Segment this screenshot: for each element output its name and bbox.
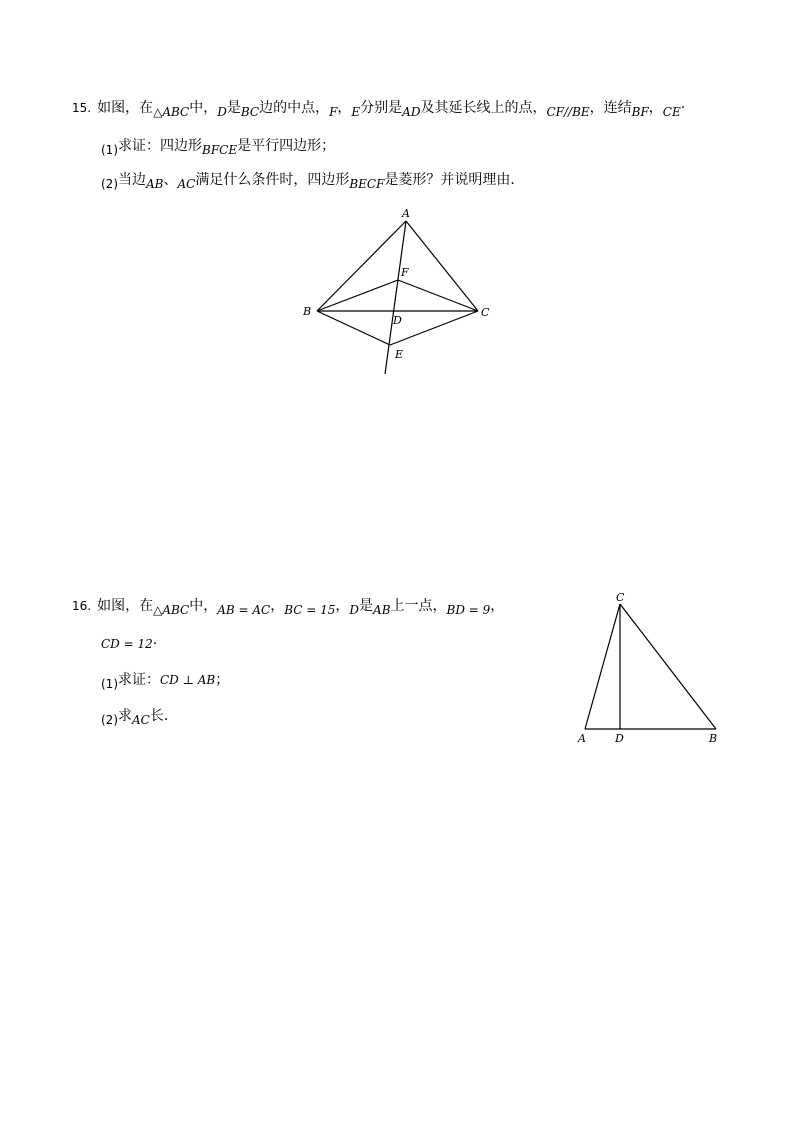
p15-label-b: B (303, 305, 312, 318)
p16-number: 16. (72, 599, 92, 613)
p16-label-c: C (616, 591, 625, 604)
p15-label-f: F (401, 266, 409, 279)
p15-label-e: E (395, 348, 404, 361)
p16-label-d: D (615, 732, 624, 745)
p16-question-2: (2)求AC长． (101, 708, 178, 727)
p16-question-1: (1)求证：CD ⊥ AB； (101, 672, 230, 691)
p16-stem: 16. 如图，在△ABC中，AB = AC，BC = 15，D是AB上一点，BD = 9， (72, 598, 505, 617)
p16-stem-cont: CD = 12· (101, 636, 158, 652)
p15-label-c: C (481, 306, 490, 319)
p16-label-a: A (578, 732, 586, 745)
p15-question-1: (1)求证：四边形BFCE是平行四边形； (101, 138, 336, 157)
p15-label-d: D (393, 314, 402, 327)
p16-label-b: B (709, 732, 718, 745)
p15-number: 15. (72, 101, 92, 115)
p15-label-a: A (402, 207, 410, 220)
p15-stem: 15. 如图，在△ABC中，D是BC边的中点，F，E分别是AD及其延长线上的点，CF//BE，连结BF，CE· (72, 100, 686, 119)
p15-question-2: (2)当边AB、AC满足什么条件时，四边形BECF是菱形？并说明理由． (101, 172, 525, 191)
